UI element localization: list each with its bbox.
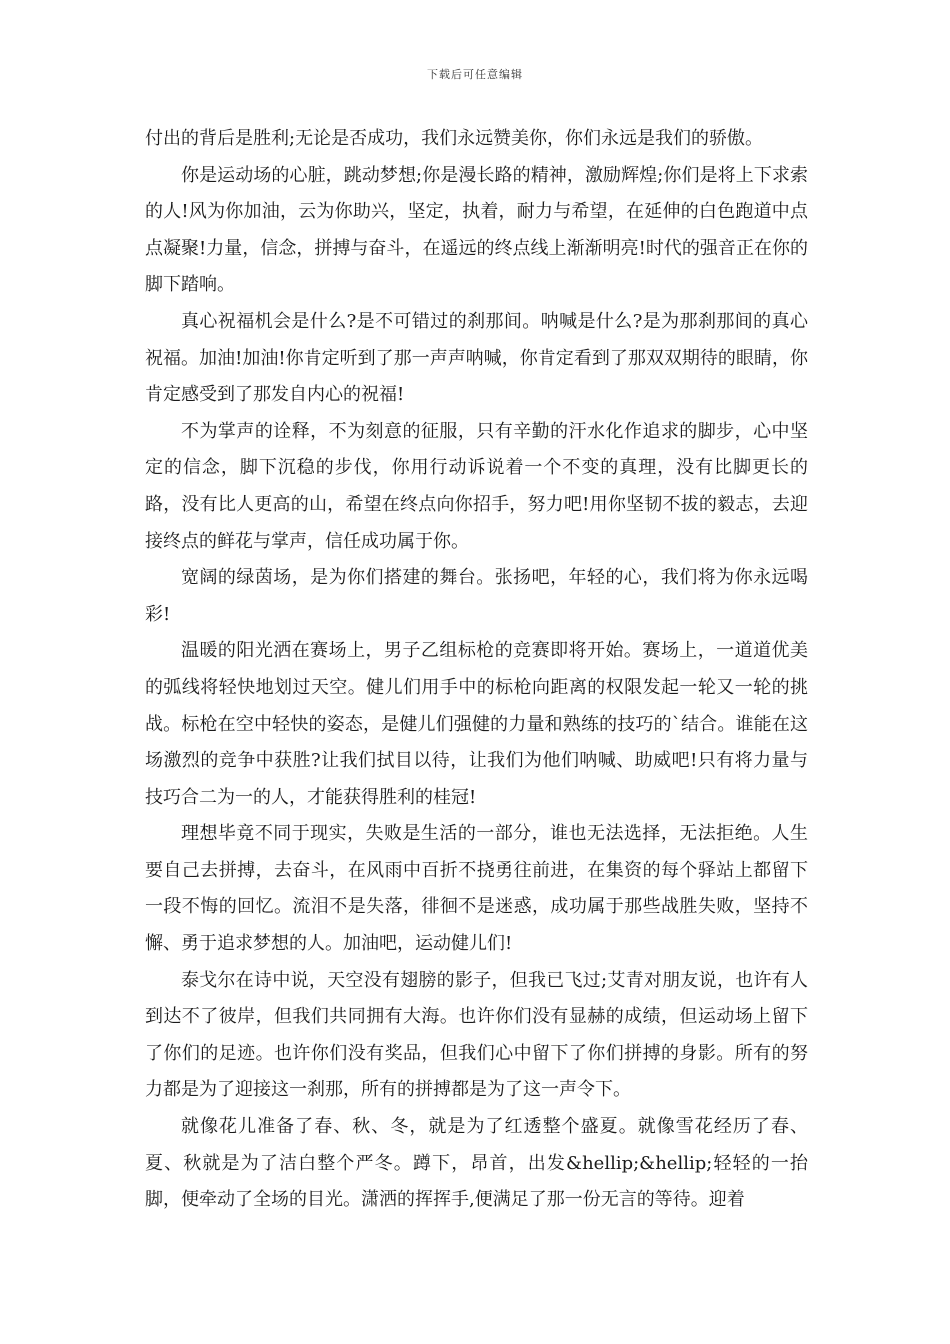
paragraph-9: 就像花儿准备了春、秋、冬，就是为了红透整个盛夏。就像雪花经历了春、夏、秋就是为了洁白整个严冬。蹲下，昂首，出发&hellip;&hellip;轻轻的一抬脚，便牵动了全场的目光。潇洒的挥挥手,便满足了那一份无言的等待。迎着 — [145, 1116, 808, 1211]
document-body — [145, 121, 808, 1219]
paragraph-6: 温暖的阳光洒在赛场上，男子乙组标枪的竞赛即将开始。赛场上，一道道优美的弧线将轻快地划过天空。健儿们用手中的标枪向距离的权限发起一轮又一轮的挑战。标枪在空中轻快的姿态，是健儿们强健的力量和熟练的技巧的`结合。谁能在这场激烈的竞争中获胜?让我们拭目以待，让我们为他们呐喊、助威吧!只有将力量与技巧合二为一的人，才能获得胜利的桂冠! — [145, 640, 808, 808]
paragraph-1: 付出的背后是胜利;无论是否成功，我们永远赞美你，你们永远是我们的骄傲。 — [145, 128, 764, 149]
paragraph-4: 不为掌声的诠释，不为刻意的征服，只有辛勤的汗水化作追求的脚步，心中坚定的信念，脚下沉稳的步伐，你用行动诉说着一个不变的真理，没有比脚更长的路，没有比人更高的山，希望在终点向你招手，努力吧!用你坚韧不拔的毅志，去迎接终点的鲜花与掌声，信任成功属于你。 — [145, 420, 808, 552]
paragraph-7: 理想毕竟不同于现实，失败是生活的一部分，谁也无法选择，无法拒绝。人生要自己去拼搏，去奋斗，在风雨中百折不挠勇往前进，在集资的每个驿站上都留下一段不悔的回忆。流泪不是失落，徘徊不是迷惑，成功属于那些战胜失败，坚持不懈、勇于追求梦想的人。加油吧，运动健儿们! — [145, 823, 808, 955]
paragraph-2: 你是运动场的心脏，跳动梦想;你是漫长路的精神，激励辉煌;你们是将上下求索的人!风为你加油，云为你助兴，坚定，执着，耐力与希望，在延伸的白色跑道中点点凝聚!力量，信念，拼搏与奋斗，在遥远的终点线上渐渐明亮!时代的强音正在你的脚下踏响。 — [145, 164, 808, 296]
paragraph-5: 宽阔的绿茵场，是为你们搭建的舞台。张扬吧，年轻的心，我们将为你永远喝彩! — [145, 567, 808, 625]
page-header: 下载后可任意编辑 — [427, 68, 523, 81]
paragraph-8: 泰戈尔在诗中说，天空没有翅膀的影子，但我已飞过;艾青对朋友说，也许有人到达不了彼岸，但我们共同拥有大海。也许你们没有显赫的成绩，但运动场上留下了你们的足迹。也许你们没有奖品，但我们心中留下了你们拼搏的身影。所有的努力都是为了迎接这一刹那，所有的拼搏都是为了这一声令下。 — [145, 969, 808, 1101]
paragraph-3: 真心祝福机会是什么?是不可错过的刹那间。呐喊是什么?是为那刹那间的真心祝福。加油!加油!你肯定听到了那一声声呐喊，你肯定看到了那双双期待的眼睛，你肯定感受到了那发自内心的祝福! — [145, 310, 808, 406]
